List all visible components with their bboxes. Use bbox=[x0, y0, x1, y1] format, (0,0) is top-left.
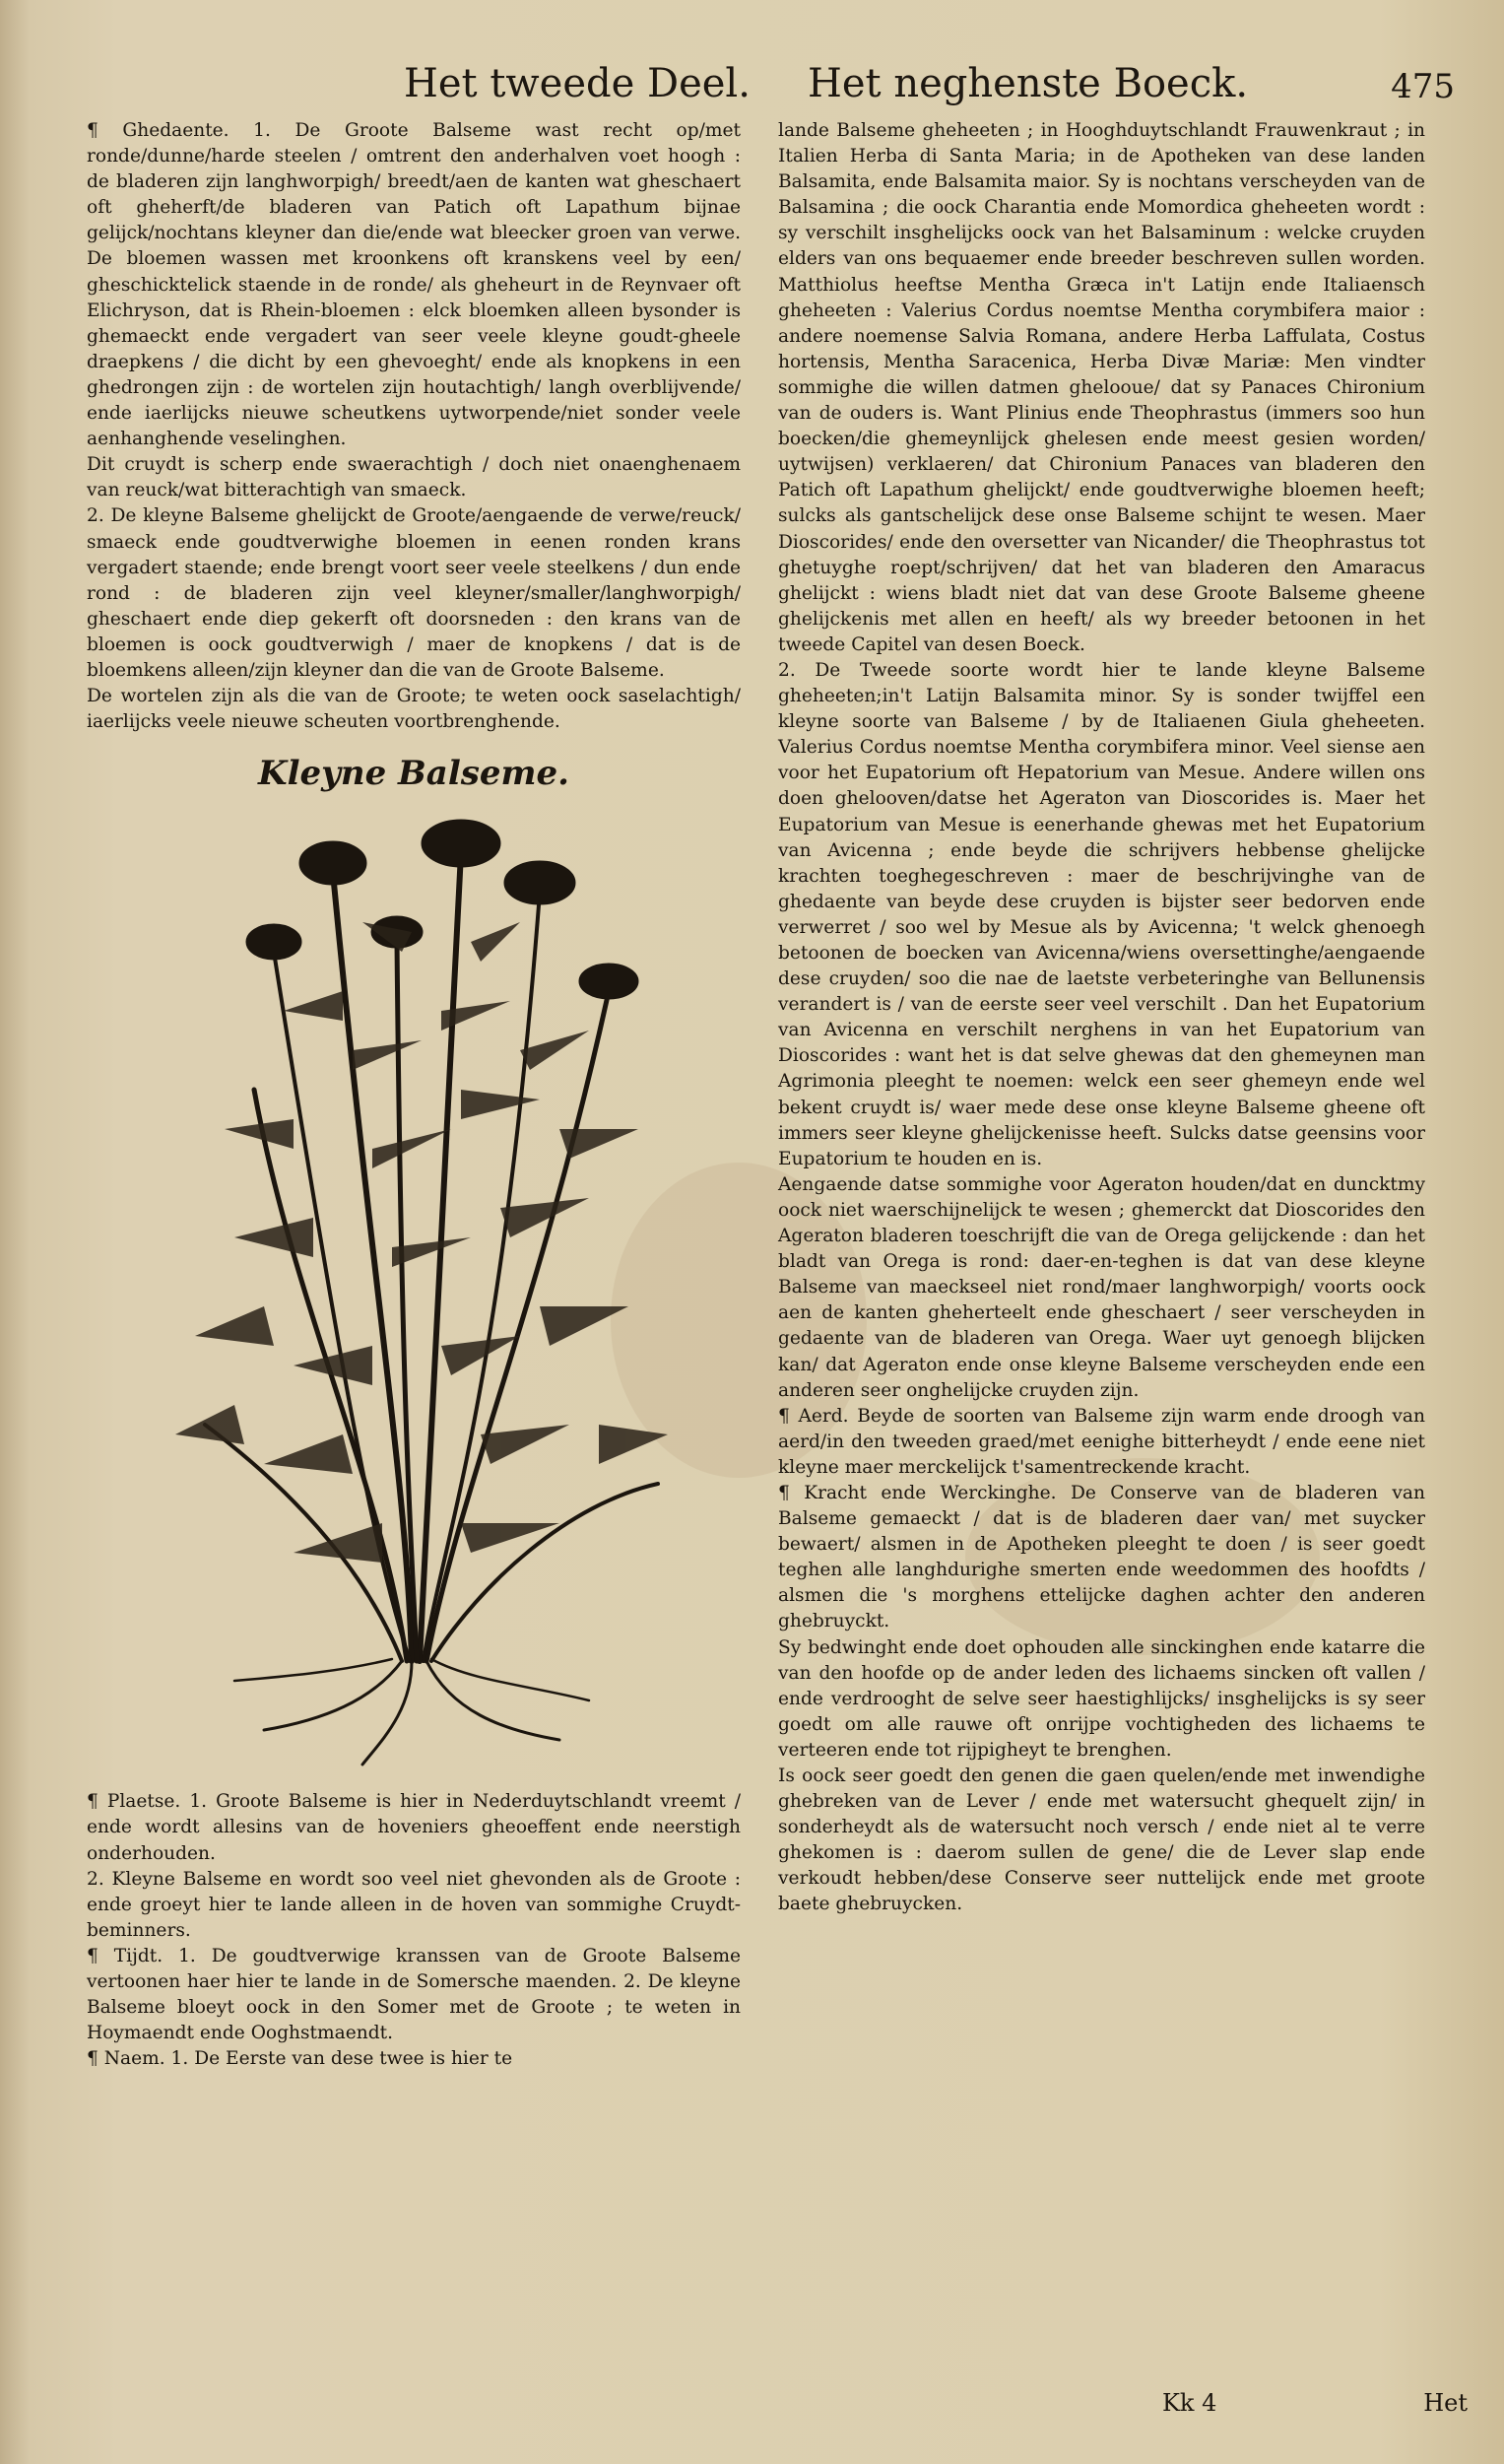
plant-woodcut bbox=[87, 794, 741, 1779]
left-column bbox=[87, 118, 741, 2072]
catchword: Het bbox=[1423, 2389, 1468, 2417]
paragraph: ¶ Naem. 1. De Eerste van dese twee is hier te bbox=[87, 2048, 513, 2070]
paragraph: ¶ Plaetse. 1. Groote Balseme is hier in Nederduytschlandt vreemt / ende wordt allesins van de hoveniers gheoeffent ende neerstigh onderhouden. bbox=[87, 1791, 741, 1864]
running-head-right: Het neghenste Boeck. bbox=[808, 61, 1249, 106]
paragraph: ¶ Tijdt. 1. De goudtverwige kranssen van de Groote Balseme vertoonen haer hier te lande in de Somersche maenden. 2. De kleyne Balseme bloeyt oock in den Somer met de Groote ; te weten in Hoymaendt ende Ooghstmaendt. bbox=[87, 1945, 741, 2044]
paragraph: 2. De Tweede soorte wordt hier te lande kleyne Balseme gheheeten;in't Latijn Balsamita minor. Sy is sonder twijffel een kleyne soorte van Balseme / by de Italiaenen Giula gheheeten. Valerius Cordus noemtse Mentha corymbifera minor. Veel siense aen voor het Eupatorium oft Hepatorium van Mesue. Andere willen ons doen ghelooven/datse het Ageraton van Dioscorides is. Maer het Eupatorium van Mesue is eenerhande ghewas met het Eupatorium van Avicenna ; ende beyde die schrijvers hebbense ghelijcke krachten toeghegeschreven : maer de beschrijvinghe van de ghedaente van beyde dese cruyden is bijster seer bedorven ende verwerret / soo wel by Mesue als by Avicenna; 't welck ghenoegh betoonen de boecken van Avicenna/wiens oversettinghe/aengaende dese cruyden/ soo die nae de laetste verbeteringhe van Bellunensis verandert is / van de eerste seer veel verschilt . Dan het Eupatorium van Avicenna en verschilt nerghens in van het Eupatorium van Dioscorides : want het is dat selve ghewas dat den ghemeynen man Agrimonia pleeght te noemen: welck een seer ghemeyn ende wel bekent cruydt is/ waer mede dese onse kleyne Balseme gheene oft immers seer kleyne ghelijckenisse heeft. Sulcks datse geensins voor Eupatorium te houden en is. bbox=[778, 659, 1425, 1169]
paragraph: ¶ Ghedaente. 1. De Groote Balseme wast recht op/met ronde/dunne/harde steelen / omtrent den anderhalven voet hoogh : de bladeren zijn langhworpigh/ breedt/aen de kanten wat gheschaert oft gheherft/de bladeren van Patich oft Lapathum bijnae gelijck/nochtans kleyner dan die/ende wat bleecker groen van verwe. De bloemen wassen met kroonkens oft kranskens veel by een/ gheschicktelick staende in de ronde/ als gheheurt in de Reynvaer oft Elichryson, dat is Rhein-bloemen : elck bloemken alleen bysonder is ghemaeckt ende vergadert van seer veele kleyne goudt-gheele draepkens / die dicht by een ghevoeght/ ende als knopkens in een ghedrongen zijn : de wortelen zijn houtachtigh/ langh overblijvende/ ende iaerlijcks nieuwe scheutkens uytworpende/niet sonder veele aenhanghende veselinghen. bbox=[87, 120, 741, 450]
figure-title: Kleyne Balseme. bbox=[258, 754, 569, 794]
paragraph: Aengaende datse sommighe voor Ageraton houden/dat en duncktmy oock niet waerschijnelijck te wesen ; ghemerckt dat Dioscorides den Ageraton bladeren toeschrijft die van de Orega gelijckende : dan het bladt van Orega is rond: daer-en-teghen is dat van dese kleyne Balseme van maeckseel niet rond/maer langhworpigh/ voorts oock aen de kanten gheherteelt ende gheschaert / seer verscheyden in gedaente van de bladeren van Orega. Waer uyt genoegh blijcken kan/ dat Ageraton ende onse kleyne Balseme verscheyden ende een anderen seer onghelijcke cruyden zijn. bbox=[778, 1173, 1425, 1401]
left-bottom-text bbox=[87, 1789, 741, 2072]
paragraph: ¶ Aerd. Beyde de soorten van Balseme zijn warm ende droogh van aerd/in den tweeden graed/met eenighe bitterheydt / ende eene niet kleyne maer merckelijck t'samentreckende kracht. bbox=[778, 1405, 1425, 1478]
paragraph: lande Balseme gheheeten ; in Hooghduytschlandt Frauwenkraut ; in Italien Herba di Santa Maria; in de Apotheken van dese landen Balsamita, ende Balsamita maior. Sy is nochtans verscheyden van de Balsamina ; die oock Charantia ende Momordica gheheeten wordt : sy verschilt insghelijcks oock van het Balsaminum : welcke cruyden elders van ons bequaemer ende breeder beschreven sullen worden. Matthiolus heeftse Mentha Græca in't Latijn ende Italiaensch gheheeten : Valerius Cordus noemtse Mentha corymbifera maior : andere noemense Salvia Romana, andere Herba Laffulata, Costus hortensis, Mentha Saracenica, Herba Divæ Mariæ: Men vindter sommighe die willen datmen ghelooue/ dat sy Panaces Chironium van de ouders is. Want Plinius ende Theophrastus (immers soo hun boecken/die ghemeynlijck ghelesen ende meest gesien worden/ uytwijsen) verklaeren/ dat Chironium Panaces van bladeren den Patich oft Lapathum ghelijckt/ ende goudtverwighe bloemen heeft; sulcks als gantschelijck dese onse Balseme schijnt te wesen. Maer Dioscorides/ ende den oversetter van Nicander/ die Theophrastus tot ghetuyghe roept/schrijven/ dat het van bladeren den Amaracus ghelijckt : wiens bladt niet dat van dese Groote Balseme gheene ghelijckenis met allen en heeft/ als wy breeder betoonen in het tweede Capitel van desen Boeck. bbox=[778, 120, 1425, 655]
right-column bbox=[778, 118, 1425, 1918]
paragraph: 2. Kleyne Balseme en wordt soo veel niet ghevonden als de Groote : ende groeyt hier te lande alleen in de hoven van sommighe Cruydt-beminners. bbox=[87, 1868, 741, 1941]
paragraph: Sy bedwinght ende doet ophouden alle sinckinghen ende katarre die van den hoofde op de ander leden des lichaems sincken oft vallen / ende verdrooght de selve seer haestighlijcks/ insghelijcks is sy seer goedt om alle rauwe oft onrijpe vochtigheden des lichaems te verteeren ende tot rijpigheyt te brenghen. bbox=[778, 1636, 1425, 1761]
running-head-left: Het tweede Deel. bbox=[404, 61, 751, 106]
page-footer bbox=[1133, 2389, 1468, 2429]
paragraph: De wortelen zijn als die van de Groote; te weten oock saselachtigh/ iaerlijcks veele nieuwe scheuten voortbrenghende. bbox=[87, 686, 741, 733]
paragraph: Dit cruydt is scherp ende swaerachtigh / doch niet onaenghenaem van reuck/wat bitterachtigh van smaeck. bbox=[87, 454, 741, 501]
paragraph: Is oock seer goedt den genen die gaen quelen/ende met inwendighe ghebreken van de Lever / ende met watersucht ghequelt zijn/ in sonderheydt als de watersucht noch versch / ende niet al te verre ghekomen is : daerom sullen de gene/ die de Lever slap ende verkoudt hebben/dese Conserve seer nuttelijck ende met groote baete ghebruycken. bbox=[778, 1765, 1425, 1915]
page-number: 475 bbox=[1391, 67, 1455, 106]
signature-mark: Kk 4 bbox=[1162, 2389, 1217, 2417]
paragraph: 2. De kleyne Balseme ghelijckt de Groote/aengaende de verwe/reuck/ smaeck ende goudtverwighe bloemen in eenen ronden krans vergadert staende; ende brengt voort seer veele steelkens / dun ende rond : de bladeren zijn veel kleyner/smaller/langhworpigh/ gheschaert ende diep gekerft oft doorsneden : den krans van de bloemen is oock goudtverwigh / maer de knopkens / dat is de bloemkens alleen/zijn kleyner dan die van de Groote Balseme. bbox=[87, 505, 741, 681]
running-head bbox=[394, 61, 1474, 120]
paragraph: ¶ Kracht ende Werckinghe. De Conserve van de bladeren van Balseme gemaeckt / dat is de bladeren daer van/ met suycker bewaert/ alsmen in de Apotheken pleeght te doen / is seer goedt teghen alle langhdurighe smerten ende weedommen des hoofdts / alsmen die 's morghens ettelijcke daghen achter den anderen ghebruyckt. bbox=[778, 1482, 1425, 1632]
plant-woodcut-icon bbox=[146, 794, 697, 1769]
